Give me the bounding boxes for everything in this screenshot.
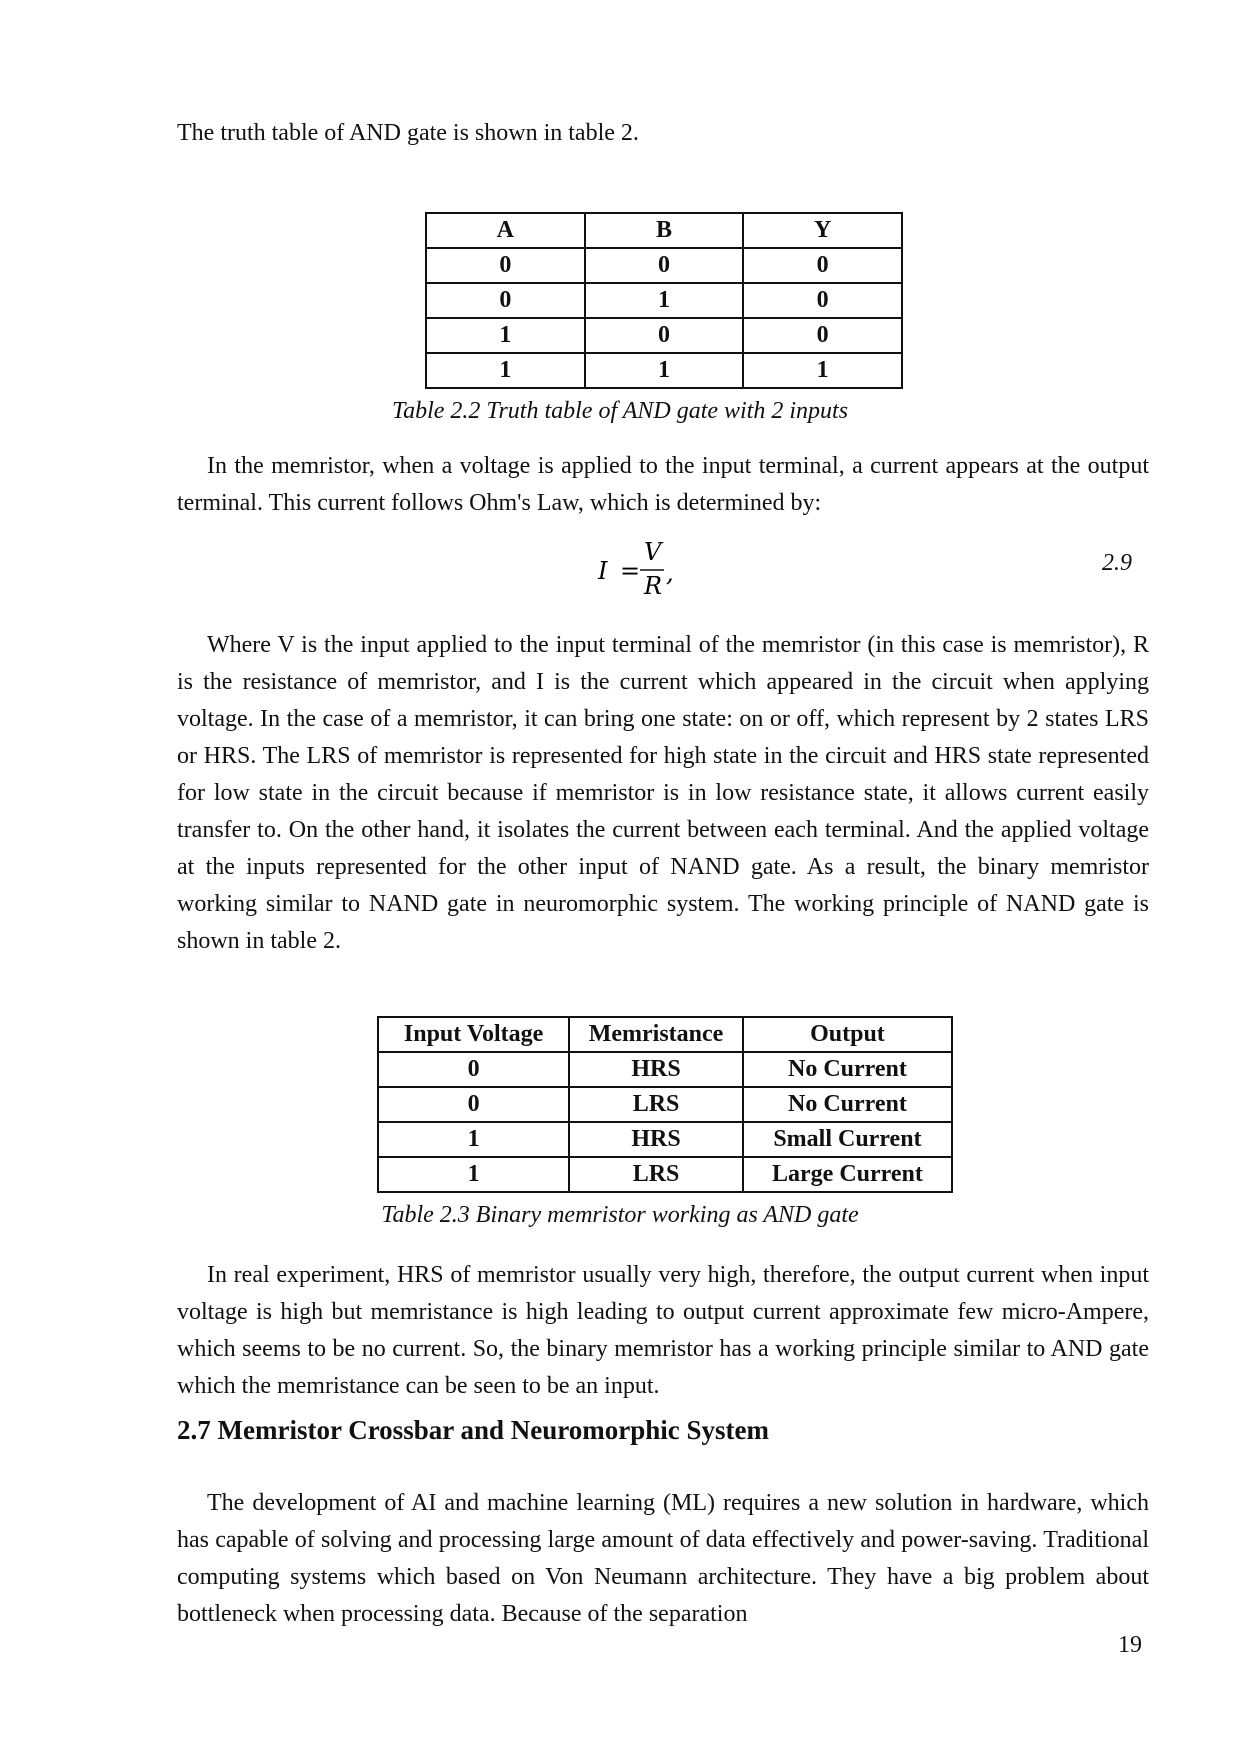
ohms-law-equation: [560, 528, 760, 608]
table-row: [426, 283, 902, 318]
equation-equals: =: [620, 557, 641, 585]
table-row: [378, 1157, 952, 1192]
table-cell: 0: [426, 283, 585, 318]
paragraph: Where V is the input applied to the input terminal of the memristor (in this case is memristor), R is the resistance of memristor, and I is the current which appeared in the circuit when applying voltage. In the case of a memristor, it can bring one state: on or off, which represent by 2 states LRS or HRS. The LRS of memristor is represented for high state in the circuit and HRS state represented for low state in the circuit because if memristor is in low resistance state, it allows current easily transfer to. On the other hand, it isolates the current between each terminal. And the applied voltage at the inputs represented for the other input of NAND gate. As a result, the binary memristor working similar to NAND gate in neuromorphic system. The working principle of NAND gate is shown in table 2.: [177, 632, 1149, 954]
memristor-gate-table: [377, 1016, 953, 1193]
page-number: 19: [1118, 1632, 1142, 1658]
table-caption: Table 2.3 Binary memristor working as AND gate: [381, 1202, 859, 1228]
equation-lhs: I: [598, 557, 608, 585]
table-cell: 1: [378, 1157, 569, 1192]
table-cell: 0: [585, 248, 744, 283]
table-cell: 0: [378, 1052, 569, 1087]
table-cell: 1: [378, 1122, 569, 1157]
table-cell: 1: [426, 318, 585, 353]
table-cell: 0: [743, 283, 902, 318]
table-cell: 1: [426, 353, 585, 388]
table-cell: LRS: [569, 1157, 743, 1192]
table-row: [426, 318, 902, 353]
paragraph: In real experiment, HRS of memristor usually very high, therefore, the output current when input voltage is high but memristance is high leading to output current approximate few micro-Ampere, which seems to be no current. So, the binary memristor has a working principle similar to AND gate which the memristance can be seen to be an input.: [177, 1262, 1149, 1399]
table-cell: 0: [378, 1087, 569, 1122]
paragraph: The development of AI and machine learning (ML) requires a new solution in hardware, which has capable of solving and processing large amount of data effectively and power-saving. Traditional computing systems which based on Von Neumann architecture. They have a big problem about bottleneck when processing data. Because of the separation: [177, 1490, 1149, 1627]
table-row: [378, 1052, 952, 1087]
table-cell: No Current: [743, 1052, 952, 1087]
table-header-cell: Input Voltage: [378, 1017, 569, 1052]
table-cell: Large Current: [743, 1157, 952, 1192]
table-cell: 0: [743, 248, 902, 283]
and-truth-table: [425, 212, 903, 389]
paragraph: In the memristor, when a voltage is applied to the input terminal, a current appears at the output terminal. This current follows Ohm's Law, which is determined by:: [177, 453, 1149, 516]
table-row: [378, 1122, 952, 1157]
table-header-cell: B: [585, 213, 744, 248]
table-header-row: [426, 213, 902, 248]
intro-text: The truth table of AND gate is shown in table 2.: [177, 120, 639, 146]
table-cell: Small Current: [743, 1122, 952, 1157]
table-header-row: [378, 1017, 952, 1052]
table-cell: 0: [426, 248, 585, 283]
equation-numerator: V: [644, 538, 662, 566]
table-header-cell: Output: [743, 1017, 952, 1052]
section-heading: 2.7 Memristor Crossbar and Neuromorphic System: [177, 1415, 769, 1445]
table-header-cell: Y: [743, 213, 902, 248]
table-cell: LRS: [569, 1087, 743, 1122]
table-cell: HRS: [569, 1052, 743, 1087]
table-cell: 1: [743, 353, 902, 388]
table-header-cell: A: [426, 213, 585, 248]
table-cell: 0: [585, 318, 744, 353]
table-cell: HRS: [569, 1122, 743, 1157]
table-cell: 1: [585, 283, 744, 318]
table-cell: 1: [585, 353, 744, 388]
table-row: [378, 1087, 952, 1122]
table-caption: Table 2.2 Truth table of AND gate with 2 inputs: [391, 398, 849, 424]
table-cell: No Current: [743, 1087, 952, 1122]
table-row: [426, 353, 902, 388]
table-cell: 0: [743, 318, 902, 353]
equation-denominator: R: [644, 572, 663, 600]
equation-comma: ,: [666, 559, 674, 587]
equation-number: 2.9: [1102, 550, 1132, 576]
table-row: [426, 248, 902, 283]
table-header-cell: Memristance: [569, 1017, 743, 1052]
